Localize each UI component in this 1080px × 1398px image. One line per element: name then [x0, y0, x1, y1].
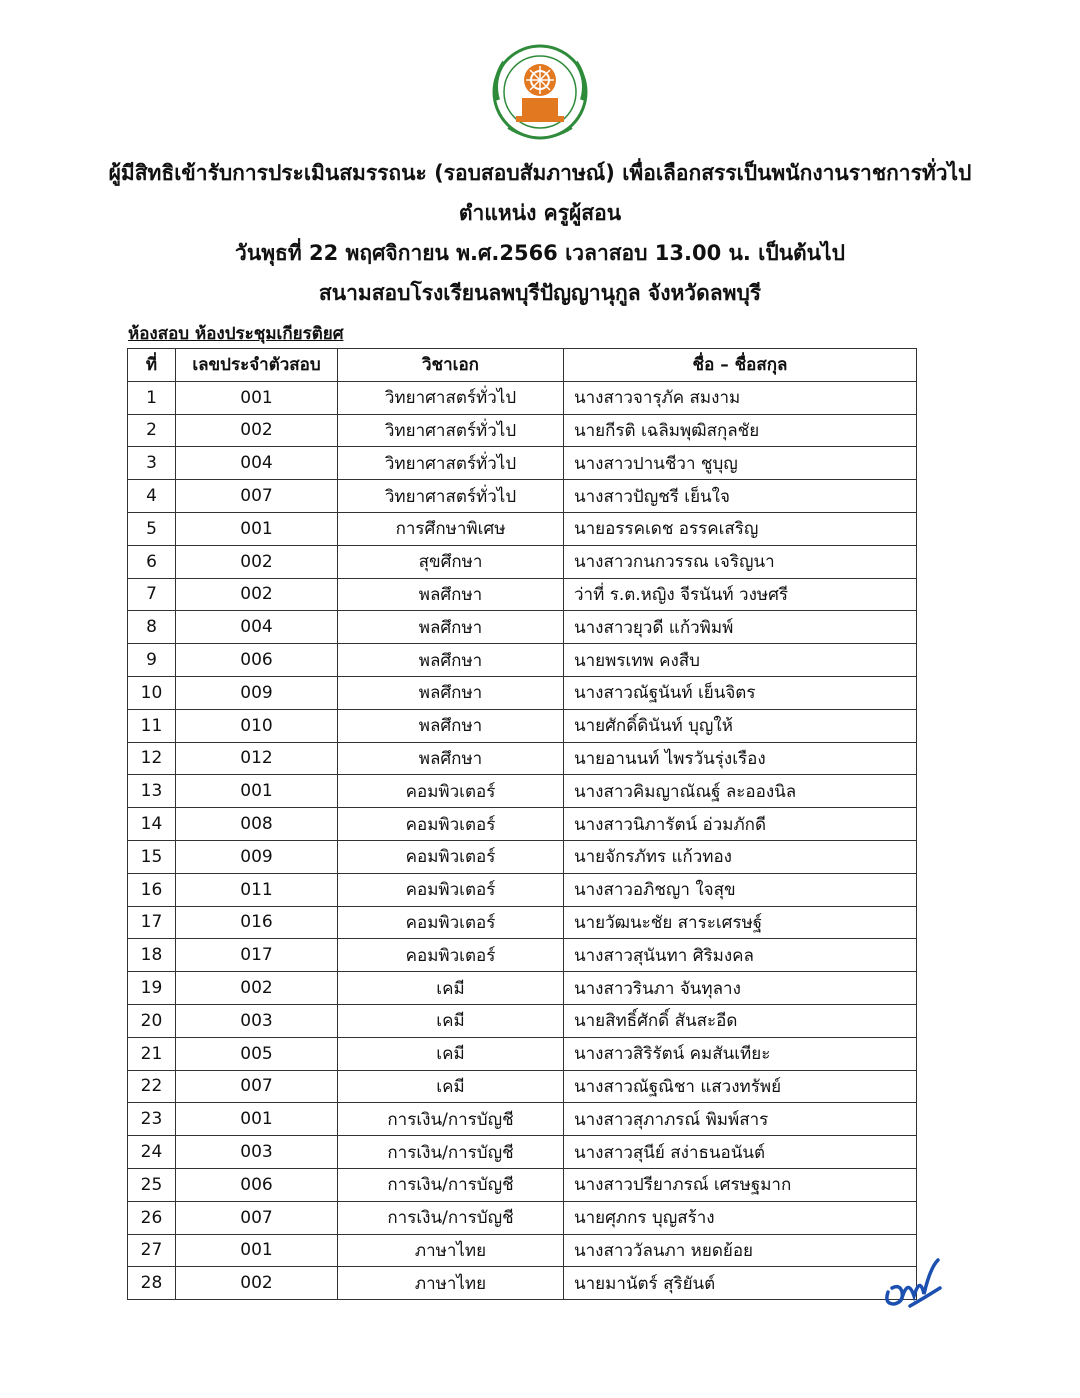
table-row	[128, 1103, 917, 1136]
exam-id-cell: 002	[176, 1267, 338, 1300]
exam-id-cell: 008	[176, 808, 338, 841]
major-cell: คอมพิวเตอร์	[338, 775, 564, 808]
exam-id-cell: 009	[176, 676, 338, 709]
row-number-cell: 9	[128, 644, 176, 677]
major-cell: การเงิน/การบัญชี	[338, 1103, 564, 1136]
handwritten-signature-icon	[880, 1248, 944, 1312]
full-name-cell: นายอรรคเดช อรรคเสริญ	[564, 512, 917, 545]
table-row	[128, 512, 917, 545]
column-header-no: ที่	[128, 349, 176, 382]
exam-id-cell: 002	[176, 972, 338, 1005]
exam-id-cell: 007	[176, 480, 338, 513]
row-number-cell: 8	[128, 611, 176, 644]
row-number-cell: 19	[128, 972, 176, 1005]
major-cell: เคมี	[338, 1037, 564, 1070]
exam-venue-line: สนามสอบโรงเรียนลพบุรีปัญญานุกูล จังหวัดลพบุรี	[318, 281, 762, 305]
full-name-cell: นายพรเทพ คงสืบ	[564, 644, 917, 677]
major-cell: พลศึกษา	[338, 644, 564, 677]
full-name-cell: นายอานนท์ ไพรวันรุ่งเรือง	[564, 742, 917, 775]
row-number-cell: 2	[128, 414, 176, 447]
table-row	[128, 808, 917, 841]
exam-id-cell: 016	[176, 906, 338, 939]
table-header-row	[128, 349, 917, 382]
row-number-cell: 17	[128, 906, 176, 939]
exam-id-cell: 001	[176, 775, 338, 808]
row-number-cell: 23	[128, 1103, 176, 1136]
exam-id-cell: 001	[176, 512, 338, 545]
full-name-cell: นางสาวรินภา จันทุลาง	[564, 972, 917, 1005]
row-number-cell: 10	[128, 676, 176, 709]
row-number-cell: 1	[128, 381, 176, 414]
document-title: ผู้มีสิทธิเข้ารับการประเมินสมรรถนะ (รอบสอบสัมภาษณ์) เพื่อเลือกสรรเป็นพนักงานราชการทั่วไป	[108, 161, 972, 185]
row-number-cell: 13	[128, 775, 176, 808]
major-cell: พลศึกษา	[338, 611, 564, 644]
major-cell: วิทยาศาสตร์ทั่วไป	[338, 480, 564, 513]
full-name-cell: นายกีรติ เฉลิมพุฒิสกุลชัย	[564, 414, 917, 447]
major-cell: คอมพิวเตอร์	[338, 873, 564, 906]
major-cell: การศึกษาพิเศษ	[338, 512, 564, 545]
full-name-cell: นางสาวยุวดี แก้วพิมพ์	[564, 611, 917, 644]
major-cell: พลศึกษา	[338, 709, 564, 742]
exam-id-cell: 010	[176, 709, 338, 742]
exam-id-cell: 009	[176, 840, 338, 873]
exam-date-line: วันพุธที่ 22 พฤศจิกายน พ.ศ.2566 เวลาสอบ 13.00 น. เป็นต้นไป	[235, 241, 845, 265]
row-number-cell: 4	[128, 480, 176, 513]
full-name-cell: นางสาวนิภารัตน์ อ่วมภักดี	[564, 808, 917, 841]
full-name-cell: นายมานัตร์ สุริยันต์	[564, 1267, 917, 1300]
school-logo-icon	[478, 40, 602, 152]
major-cell: พลศึกษา	[338, 676, 564, 709]
major-cell: การเงิน/การบัญชี	[338, 1136, 564, 1169]
candidate-table	[127, 348, 917, 1300]
row-number-cell: 11	[128, 709, 176, 742]
row-number-cell: 7	[128, 578, 176, 611]
row-number-cell: 21	[128, 1037, 176, 1070]
table-row	[128, 1004, 917, 1037]
table-row	[128, 1037, 917, 1070]
major-cell: พลศึกษา	[338, 578, 564, 611]
major-cell: คอมพิวเตอร์	[338, 840, 564, 873]
exam-id-cell: 002	[176, 414, 338, 447]
row-number-cell: 25	[128, 1168, 176, 1201]
table-row	[128, 447, 917, 480]
row-number-cell: 12	[128, 742, 176, 775]
column-header-full-name: ชื่อ – ชื่อสกุล	[564, 349, 917, 382]
full-name-cell: นางสาวกนกวรรณ เจริญนา	[564, 545, 917, 578]
full-name-cell: นางสาวสุนีย์ สง่าธนอนันต์	[564, 1136, 917, 1169]
row-number-cell: 27	[128, 1234, 176, 1267]
table-row	[128, 972, 917, 1005]
exam-room-label: ห้องสอบ ห้องประชุมเกียรติยศ	[128, 324, 344, 344]
table-row	[128, 480, 917, 513]
exam-id-cell: 007	[176, 1201, 338, 1234]
table-row	[128, 906, 917, 939]
exam-id-cell: 011	[176, 873, 338, 906]
table-row	[128, 381, 917, 414]
table-row	[128, 939, 917, 972]
table-row	[128, 840, 917, 873]
full-name-cell: นางสาววัลนภา หยดย้อย	[564, 1234, 917, 1267]
full-name-cell: นางสาวสุนันทา ศิริมงคล	[564, 939, 917, 972]
major-cell: ภาษาไทย	[338, 1267, 564, 1300]
table-row	[128, 775, 917, 808]
exam-id-cell: 003	[176, 1136, 338, 1169]
position-line: ตำแหน่ง ครูผู้สอน	[458, 201, 622, 225]
major-cell: เคมี	[338, 972, 564, 1005]
row-number-cell: 14	[128, 808, 176, 841]
row-number-cell: 28	[128, 1267, 176, 1300]
row-number-cell: 20	[128, 1004, 176, 1037]
table-row	[128, 1136, 917, 1169]
column-header-major: วิชาเอก	[338, 349, 564, 382]
row-number-cell: 18	[128, 939, 176, 972]
major-cell: พลศึกษา	[338, 742, 564, 775]
exam-id-cell: 004	[176, 447, 338, 480]
table-row	[128, 545, 917, 578]
major-cell: คอมพิวเตอร์	[338, 906, 564, 939]
full-name-cell: นางสาวอภิชญา ใจสุข	[564, 873, 917, 906]
major-cell: คอมพิวเตอร์	[338, 939, 564, 972]
row-number-cell: 15	[128, 840, 176, 873]
table-row	[128, 414, 917, 447]
full-name-cell: นางสาวจารุภัค สมงาม	[564, 381, 917, 414]
major-cell: การเงิน/การบัญชี	[338, 1168, 564, 1201]
table-row	[128, 676, 917, 709]
major-cell: สุขศึกษา	[338, 545, 564, 578]
full-name-cell: นางสาวคิมญาณัณฐ์ ละอองนิล	[564, 775, 917, 808]
row-number-cell: 16	[128, 873, 176, 906]
table-row	[128, 1267, 917, 1300]
row-number-cell: 3	[128, 447, 176, 480]
exam-id-cell: 001	[176, 381, 338, 414]
table-row	[128, 578, 917, 611]
table-row	[128, 1168, 917, 1201]
row-number-cell: 6	[128, 545, 176, 578]
table-row	[128, 1201, 917, 1234]
full-name-cell: นางสาวสุภาภรณ์ พิมพ์สาร	[564, 1103, 917, 1136]
major-cell: คอมพิวเตอร์	[338, 808, 564, 841]
exam-id-cell: 001	[176, 1103, 338, 1136]
row-number-cell: 26	[128, 1201, 176, 1234]
major-cell: การเงิน/การบัญชี	[338, 1201, 564, 1234]
full-name-cell: ว่าที่ ร.ต.หญิง จีรนันท์ วงษศรี	[564, 578, 917, 611]
exam-id-cell: 002	[176, 578, 338, 611]
major-cell: วิทยาศาสตร์ทั่วไป	[338, 447, 564, 480]
table-row	[128, 1070, 917, 1103]
full-name-cell: นางสาวณัฐนันท์ เย็นจิตร	[564, 676, 917, 709]
exam-id-cell: 004	[176, 611, 338, 644]
major-cell: วิทยาศาสตร์ทั่วไป	[338, 381, 564, 414]
full-name-cell: นายวัฒนะชัย สาระเศรษฐ์	[564, 906, 917, 939]
column-header-exam-id: เลขประจำตัวสอบ	[176, 349, 338, 382]
major-cell: ภาษาไทย	[338, 1234, 564, 1267]
exam-id-cell: 017	[176, 939, 338, 972]
table-row	[128, 742, 917, 775]
table-row	[128, 873, 917, 906]
full-name-cell: นางสาวปัญชรี เย็นใจ	[564, 480, 917, 513]
full-name-cell: นายสิทธิ์ศักดิ์ สันสะอีด	[564, 1004, 917, 1037]
exam-id-cell: 007	[176, 1070, 338, 1103]
exam-id-cell: 001	[176, 1234, 338, 1267]
full-name-cell: นายศุภกร บุญสร้าง	[564, 1201, 917, 1234]
exam-id-cell: 006	[176, 644, 338, 677]
full-name-cell: นางสาวปรียาภรณ์ เศรษฐมาก	[564, 1168, 917, 1201]
row-number-cell: 5	[128, 512, 176, 545]
major-cell: เคมี	[338, 1004, 564, 1037]
full-name-cell: นางสาวณัฐณิชา แสวงทรัพย์	[564, 1070, 917, 1103]
exam-id-cell: 006	[176, 1168, 338, 1201]
major-cell: เคมี	[338, 1070, 564, 1103]
full-name-cell: นางสาวปานชีวา ชูบุญ	[564, 447, 917, 480]
table-row	[128, 709, 917, 742]
table-row	[128, 611, 917, 644]
exam-id-cell: 005	[176, 1037, 338, 1070]
row-number-cell: 22	[128, 1070, 176, 1103]
full-name-cell: นายศักดิ์ดินันท์ บุญให้	[564, 709, 917, 742]
full-name-cell: นายจักรภัทร แก้วทอง	[564, 840, 917, 873]
exam-id-cell: 012	[176, 742, 338, 775]
table-row	[128, 644, 917, 677]
exam-id-cell: 002	[176, 545, 338, 578]
full-name-cell: นางสาวสิริรัตน์ คมสันเทียะ	[564, 1037, 917, 1070]
major-cell: วิทยาศาสตร์ทั่วไป	[338, 414, 564, 447]
table-row	[128, 1234, 917, 1267]
exam-id-cell: 003	[176, 1004, 338, 1037]
row-number-cell: 24	[128, 1136, 176, 1169]
